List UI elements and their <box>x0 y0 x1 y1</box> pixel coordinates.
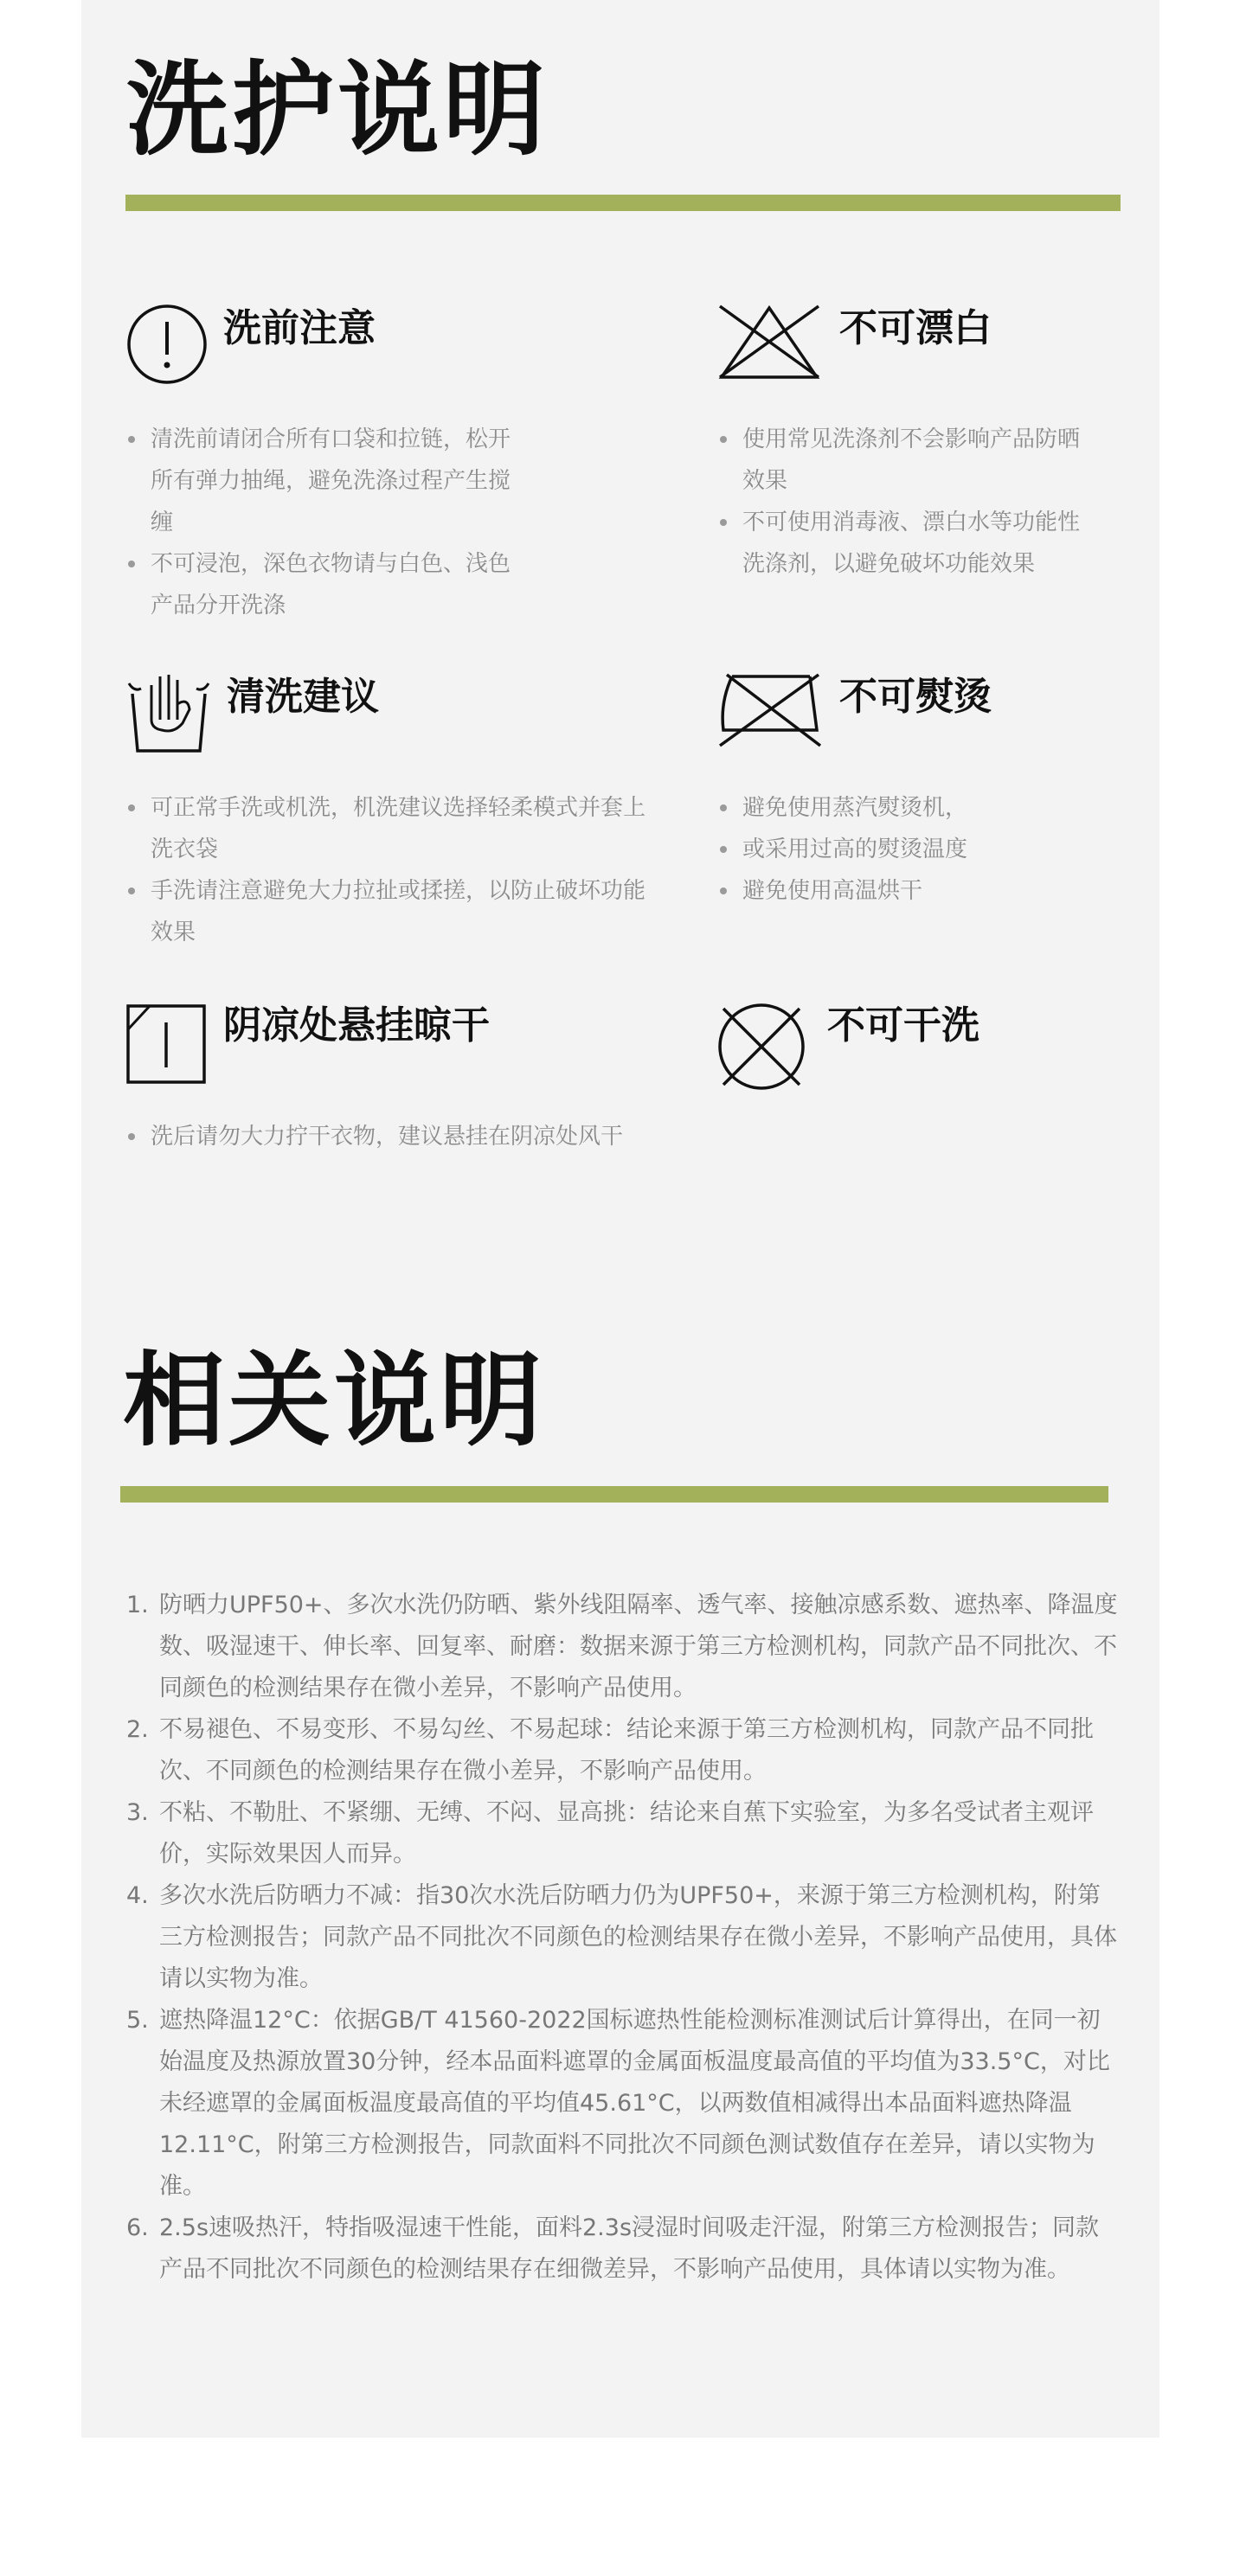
care-item-bullets <box>126 1116 663 1157</box>
note-number: 1. <box>126 1592 149 1618</box>
note-text: 不粘、不勒肚、不紧绷、无缚、不闷、显高挑：结论来自蕉下实验室，为多名受试者主观评价，实际效果因人而异。 <box>159 1799 1094 1868</box>
bullet-item: 不可浸泡，深色衣物请与白色、浅色产品分开洗涤 <box>126 543 516 626</box>
bullet-item: 清洗前请闭合所有口袋和拉链，松开所有弹力抽绳，避免洗涤过程产生搅缠 <box>126 419 516 543</box>
note-item <box>126 1585 1120 1709</box>
no-iron-icon <box>715 668 824 751</box>
note-text: 多次水洗后防晒力不减：指30次水洗后防晒力仍为UPF50+，来源于第三方检测机构，附第三方检测报告；同款产品不同批次不同颜色的检测结果存在微小差异，不影响产品使用，具体请以实物为准。 <box>159 1882 1117 1992</box>
note-number: 6. <box>126 2214 149 2241</box>
bullet-item: 使用常见洗涤剂不会影响产品防晒效果 <box>718 419 1090 502</box>
line-dry-shade-icon <box>125 1003 207 1085</box>
care-item-title: 阴凉处悬挂晾干 <box>223 1003 490 1048</box>
note-text: 遮热降温12°C：依据GB/T 41560-2022国标遮热性能检测标准测试后计算得出，在同一初始温度及热源放置30分钟，经本品面料遮罩的金属面板温度最高值的平均值为33.5°C，对比未经遮罩的金属面板温度最高值的平均值45.61°C，以两数值相减得出本品面料遮热降温12.11°C，附第三方检测报告，同款面料不同批次不同颜色测试数值存在差异，请以实物为准。 <box>159 2007 1110 2200</box>
bullet-item: 可正常手洗或机洗，机洗建议选择轻柔模式并套上洗衣袋 <box>126 787 654 870</box>
note-item <box>126 2000 1120 2208</box>
note-item <box>126 1709 1120 1792</box>
bullet-item: 或采用过高的熨烫温度 <box>718 829 1090 870</box>
note-item <box>126 2208 1120 2291</box>
notes-title-accent-bar <box>120 1486 1108 1503</box>
care-item-title: 不可漂白 <box>839 306 992 350</box>
note-text: 2.5s速吸热汗，特指吸湿速干性能，面料2.3s浸湿时间吸走汗湿，附第三方检测报告；同款产品不同批次不同颜色的检测结果存在细微差异，不影响产品使用，具体请以实物为准。 <box>159 2214 1100 2283</box>
bullet-item: 洗后请勿大力拧干衣物，建议悬挂在阴凉处风干 <box>126 1116 663 1157</box>
care-item-title: 不可熨烫 <box>839 675 992 719</box>
care-item-bullets <box>718 419 1090 585</box>
note-number: 4. <box>126 1882 149 1909</box>
note-number: 3. <box>126 1799 149 1826</box>
no-dry-clean-icon <box>715 1000 808 1093</box>
note-number: 5. <box>126 2007 149 2034</box>
care-item-title: 清洗建议 <box>227 675 379 719</box>
note-item <box>126 1875 1120 2000</box>
notes-section-title: 相关说明 <box>123 1341 546 1460</box>
bullet-item: 避免使用蒸汽熨烫机， <box>718 787 1090 829</box>
note-text: 防晒力UPF50+、多次水洗仍防晒、紫外线阻隔率、透气率、接触凉感系数、遮热率、降温度数、吸湿速干、伸长率、回复率、耐磨：数据来源于第三方检测机构，同款产品不同批次、不同颜色的检测结果存在微小差异，不影响产品使用。 <box>159 1592 1118 1701</box>
care-section-title: 洗护说明 <box>126 50 549 170</box>
warning-circle-icon <box>125 303 209 386</box>
care-item-title: 不可干洗 <box>827 1003 979 1048</box>
note-number: 2. <box>126 1716 149 1743</box>
note-text: 不易褪色、不易变形、不易勾丝、不易起球：结论来源于第三方检测机构，同款产品不同批次、不同颜色的检测结果存在微小差异，不影响产品使用。 <box>159 1716 1094 1785</box>
care-item-bullets <box>126 419 516 626</box>
bullet-item: 不可使用消毒液、漂白水等功能性洗涤剂，以避免破坏功能效果 <box>718 502 1090 585</box>
care-item-title: 洗前注意 <box>223 306 376 350</box>
notes-list <box>126 1585 1120 2291</box>
care-title-accent-bar <box>125 195 1121 211</box>
hand-wash-icon <box>125 670 212 756</box>
bullet-item: 避免使用高温烘干 <box>718 870 1090 912</box>
no-bleach-icon <box>715 301 824 382</box>
care-item-bullets <box>718 787 1090 912</box>
bullet-item: 手洗请注意避免大力拉扯或揉搓，以防止破坏功能效果 <box>126 870 654 953</box>
note-item <box>126 1792 1120 1875</box>
care-item-bullets <box>126 787 654 953</box>
